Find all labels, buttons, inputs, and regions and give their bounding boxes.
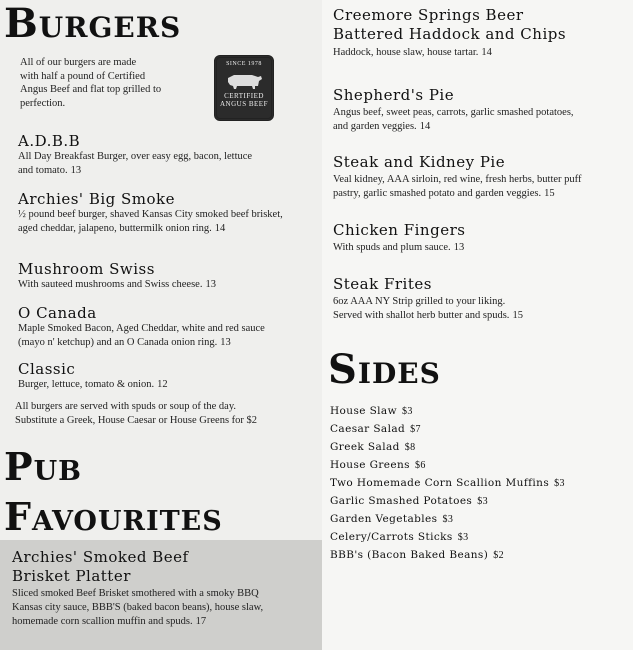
- item-description: [333, 295, 523, 323]
- description-line: [18, 378, 168, 392]
- item-price: 17: [195, 616, 207, 627]
- side-price: $3: [457, 532, 469, 543]
- description-line: Sliced smoked Beef Brisket smothered with a smoky BBQ: [12, 588, 259, 599]
- menu-item-adbb: [18, 132, 252, 178]
- item-title: Steak and Kidney Pie: [333, 153, 506, 171]
- item-title-line: Archies' Smoked Beef: [12, 548, 189, 566]
- side-name: Garden Vegetables: [330, 513, 438, 525]
- item-title: Shepherd's Pie: [333, 86, 455, 104]
- menu-item-steak-kidney-pie: [333, 153, 581, 201]
- note-line: Substitute a Greek, House Caesar or House Greens for $2: [15, 415, 258, 426]
- description-text: pastry, garlic smashed potato and garden veggies.: [333, 188, 542, 199]
- burgers-intro-line: with half a pound of Certified: [20, 70, 146, 82]
- side-item: [330, 549, 504, 561]
- logo-since-text: SINCE 1978: [226, 61, 262, 67]
- side-item: [330, 531, 469, 543]
- side-name: Two Homemade Corn Scallion Muffins: [330, 477, 550, 489]
- description-text: With spuds and plum sauce.: [333, 242, 451, 253]
- item-price: 13: [220, 337, 231, 348]
- description-line: Veal kidney, AAA sirloin, red wine, fresh herbs, butter puff: [333, 174, 582, 185]
- description-line: ½ pound beef burger, shaved Kansas City smoked beef brisket,: [18, 209, 283, 220]
- description-text: Served with shallot herb butter and spuds.: [333, 310, 510, 321]
- description-line: [333, 309, 523, 323]
- description-text: With sauteed mushrooms and Swiss cheese.: [18, 279, 203, 290]
- side-price: $2: [493, 550, 504, 561]
- item-price: 14: [419, 121, 431, 132]
- side-price: $3: [442, 514, 454, 525]
- item-description: [18, 150, 252, 178]
- burgers-intro: [20, 56, 215, 110]
- side-item: [330, 423, 421, 435]
- side-name: Garlic Smashed Potatoes: [330, 495, 473, 507]
- burgers-intro-line: All of our burgers are made: [20, 57, 137, 68]
- item-title: A.D.B.B: [18, 132, 81, 150]
- logo-angus-beef-text: ANGUS BEEF: [220, 100, 268, 108]
- side-price: $6: [414, 460, 426, 471]
- description-text: and garden veggies.: [333, 121, 417, 132]
- item-description: [333, 241, 465, 255]
- item-description: [12, 587, 263, 629]
- item-price: 13: [70, 165, 82, 176]
- item-title: O Canada: [18, 304, 97, 322]
- description-line: [333, 120, 574, 134]
- item-description: [333, 46, 566, 60]
- description-line: [18, 164, 252, 178]
- description-line: Maple Smoked Bacon, Aged Cheddar, white and red sauce: [18, 323, 265, 334]
- side-price: $7: [410, 424, 421, 435]
- description-line: [18, 222, 283, 236]
- side-item: [330, 459, 426, 471]
- menu-item-o-canada: [18, 304, 265, 350]
- item-price: 15: [512, 310, 523, 321]
- description-text: and tomato.: [18, 165, 68, 176]
- description-text: Burger, lettuce, tomato & onion.: [18, 379, 155, 390]
- item-title: Steak Frites: [333, 275, 432, 293]
- description-line: [18, 336, 265, 350]
- side-price: $3: [554, 478, 565, 489]
- item-description: [333, 173, 581, 201]
- menu-item-classic: [18, 360, 168, 392]
- side-name: House Greens: [330, 459, 410, 471]
- burgers-note: [15, 400, 257, 428]
- description-line: [18, 278, 216, 292]
- description-line: [333, 187, 581, 201]
- burgers-intro-line: perfection.: [20, 97, 66, 109]
- side-name: Caesar Salad: [330, 423, 406, 435]
- description-text: Haddock, house slaw, house tartar.: [333, 47, 479, 58]
- description-text: aged cheddar, jalapeno, buttermilk onion ring.: [18, 223, 212, 234]
- item-description: [18, 322, 265, 350]
- logo-certified-text: CERTIFIED: [224, 92, 264, 100]
- pub-favourites-heading-line2: Favourites: [4, 494, 223, 539]
- burgers-intro-line: Angus Beef and flat top grilled to: [20, 84, 162, 95]
- item-title-line: Brisket Platter: [12, 567, 131, 585]
- side-item: [330, 513, 453, 525]
- description-line: [12, 615, 263, 629]
- item-price: 15: [544, 188, 555, 199]
- item-title: Mushroom Swiss: [18, 260, 155, 278]
- side-item: [330, 405, 413, 417]
- menu-item-shepherds-pie: [333, 86, 574, 134]
- side-price: $8: [404, 442, 416, 453]
- menu-item-mushroom-swiss: [18, 260, 216, 292]
- item-title: Chicken Fingers: [333, 221, 466, 239]
- menu-item-creemore-haddock: [333, 6, 566, 60]
- item-description: [18, 378, 168, 392]
- description-line: [333, 241, 465, 255]
- item-title: Archies' Big Smoke: [18, 190, 176, 208]
- side-name: Greek Salad: [330, 441, 400, 453]
- item-price: 12: [157, 379, 168, 390]
- description-text: homemade corn scallion muffin and spuds.: [12, 616, 193, 627]
- item-title-line: Battered Haddock and Chips: [333, 25, 567, 43]
- certified-angus-beef-logo: [214, 55, 274, 121]
- description-line: Kansas city sauce, BBB'S (baked bacon beans), house slaw,: [12, 602, 264, 613]
- burgers-heading: Burgers: [4, 0, 182, 47]
- item-price: 14: [214, 223, 226, 234]
- item-price: 13: [205, 279, 216, 290]
- description-line: All Day Breakfast Burger, over easy egg, bacon, lettuce: [18, 151, 253, 162]
- description-text: (mayo n' ketchup) and an O Canada onion ring.: [18, 337, 218, 348]
- side-price: $3: [477, 496, 489, 507]
- pub-favourites-heading-line1: Pub: [4, 444, 82, 489]
- side-name: House Slaw: [330, 405, 397, 417]
- item-title: Classic: [18, 360, 76, 378]
- description-line: 6oz AAA NY Strip grilled to your liking.: [333, 296, 506, 307]
- description-line: Angus beef, sweet peas, carrots, garlic smashed potatoes,: [333, 107, 574, 118]
- side-name: BBB's (Bacon Baked Beans): [330, 549, 489, 561]
- side-name: Celery/Carrots Sticks: [330, 531, 453, 543]
- cow-icon: [224, 70, 264, 92]
- item-price: 14: [481, 47, 492, 58]
- item-price: 13: [453, 242, 465, 253]
- side-item: [330, 441, 416, 453]
- item-title-line: Creemore Springs Beer: [333, 6, 524, 24]
- menu-item-archies-big-smoke: [18, 190, 283, 236]
- note-line: All burgers are served with spuds or soup of the day.: [15, 401, 237, 412]
- description-line: [333, 46, 566, 60]
- side-item: [330, 477, 565, 489]
- sides-heading: Sides: [328, 346, 441, 393]
- menu-item-chicken-fingers: [333, 221, 465, 255]
- menu-item-brisket-platter: [12, 548, 263, 629]
- menu-item-steak-frites: [333, 275, 523, 323]
- item-description: [333, 106, 574, 134]
- item-description: [18, 208, 283, 236]
- item-description: [18, 278, 216, 292]
- side-item: [330, 495, 488, 507]
- side-price: $3: [401, 406, 413, 417]
